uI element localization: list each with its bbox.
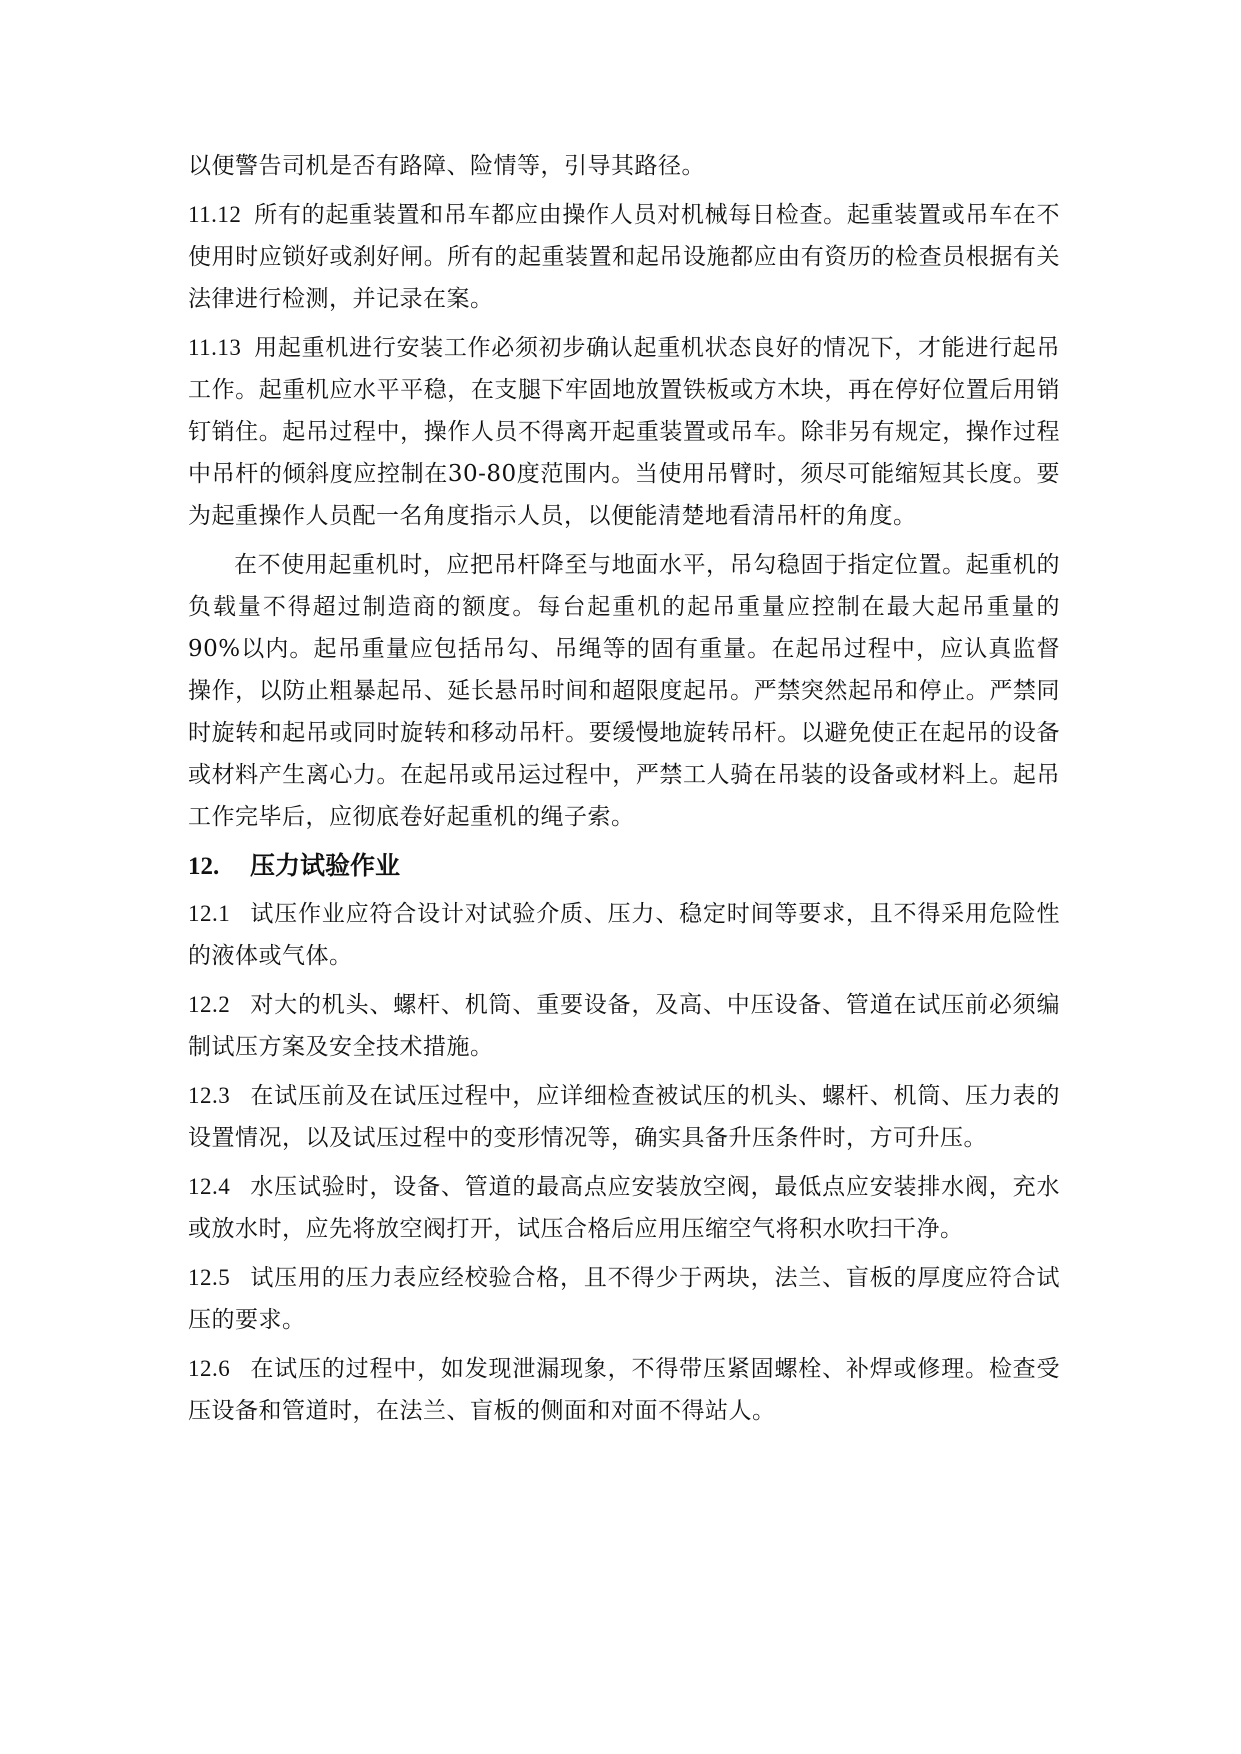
paragraph-crane-usage: 在不使用起重机时，应把吊杆降至与地面水平，吊勾稳固于指定位置。起重机的负载量不得超过制造商的额度。每台起重机的起吊重量应控制在最大起吊重量的90%以内。起吊重量应包括吊勾、吊绳等的固有重量。在起吊过程中，应认真监督操作，以防止粗暴起吊、延长悬吊时间和超限度起吊。严禁突然起吊和停止。严禁同时旋转和起吊或同时旋转和移动吊杆。要缓慢地旋转吊杆。以避免使正在起吊的设备或材料产生离心力。在起吊或吊运过程中，严禁工人骑在吊装的设备或材料上。起吊工作完毕后，应彻底卷好起重机的绳子索。 <box>188 552 1060 830</box>
section-12-2 <box>188 984 1060 1068</box>
section-text: 试压作业应符合设计对试验介质、压力、稳定时间等要求，且不得采用危险性的液体或气体。 <box>188 901 1060 969</box>
paragraph-continuation: 以便警告司机是否有路障、险情等，引导其路径。 <box>188 153 705 179</box>
section-number: 12.1 <box>188 901 231 926</box>
heading-title: 压力试验作业 <box>250 851 401 880</box>
section-text: 水压试验时，设备、管道的最高点应安装放空阀，最低点应安装排水阀，充水或放水时，应先将放空阀打开，试压合格后应用压缩空气将积水吹扫干净。 <box>188 1174 1060 1242</box>
section-11-12 <box>188 194 1060 320</box>
section-text: 在试压的过程中，如发现泄漏现象，不得带压紧固螺栓、补焊或修理。检查受压设备和管道时，在法兰、盲板的侧面和对面不得站人。 <box>188 1356 1060 1424</box>
section-number: 11.13 <box>188 335 242 360</box>
section-text: 所有的起重装置和吊车都应由操作人员对机械每日检查。起重装置或吊车在不使用时应锁好或刹好闸。所有的起重装置和起吊设施都应由有资历的检查员根据有关法律进行检测，并记录在案。 <box>188 202 1060 312</box>
section-text: 在试压前及在试压过程中，应详细检查被试压的机头、螺杆、机筒、压力表的设置情况，以及试压过程中的变形情况等，确实具备升压条件时，方可升压。 <box>188 1083 1060 1151</box>
section-text: 对大的机头、螺杆、机筒、重要设备，及高、中压设备、管道在试压前必须编制试压方案及安全技术措施。 <box>188 992 1060 1060</box>
section-12-1 <box>188 893 1060 977</box>
section-text: 用起重机进行安装工作必须初步确认起重机状态良好的情况下，才能进行起吊工作。起重机应水平平稳，在支腿下牢固地放置铁板或方木块，再在停好位置后用销钉销住。起吊过程中，操作人员不得离开起重装置或吊车。除非另有规定，操作过程中吊杆的倾斜度应控制在30-80度范围内。当使用吊臂时，须尽可能缩短其长度。要为起重操作人员配一名角度指示人员，以便能清楚地看清吊杆的角度。 <box>188 335 1060 529</box>
section-heading-12 <box>188 845 1060 888</box>
section-number: 12.6 <box>188 1356 231 1381</box>
section-number: 12.3 <box>188 1083 231 1108</box>
section-12-5 <box>188 1257 1060 1341</box>
document-page <box>188 145 1060 1439</box>
heading-number: 12. <box>188 853 220 880</box>
section-12-4 <box>188 1166 1060 1250</box>
section-number: 12.4 <box>188 1174 231 1199</box>
section-number: 11.12 <box>188 202 242 227</box>
section-text: 试压用的压力表应经校验合格，且不得少于两块，法兰、盲板的厚度应符合试压的要求。 <box>188 1265 1060 1333</box>
section-number: 12.2 <box>188 992 231 1017</box>
section-number: 12.5 <box>188 1265 231 1290</box>
section-12-6 <box>188 1348 1060 1432</box>
section-12-3 <box>188 1075 1060 1159</box>
section-11-13 <box>188 327 1060 537</box>
